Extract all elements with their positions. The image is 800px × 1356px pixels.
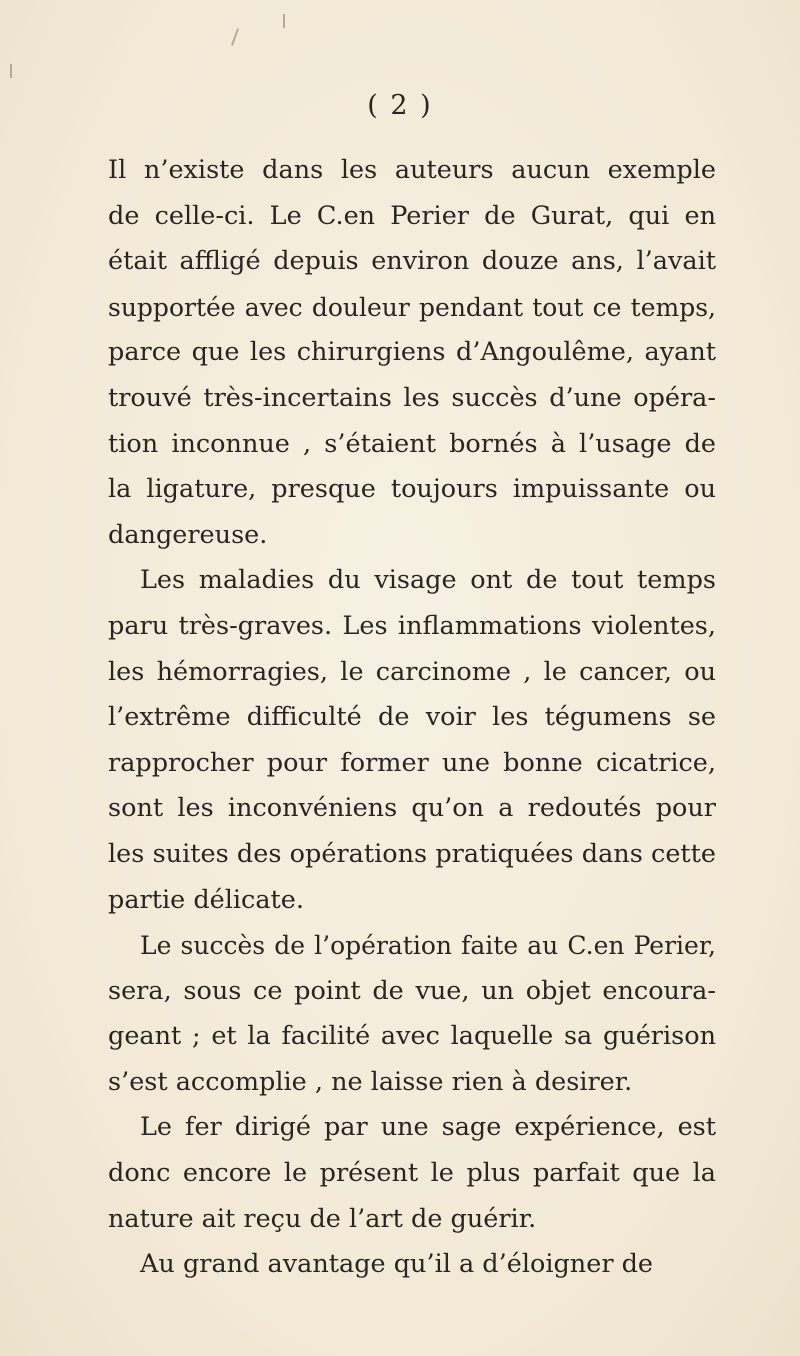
ink-mark (231, 28, 239, 46)
text-line: parce que les chirurgiens d’Angoulême, ayant (108, 337, 716, 368)
text-line: était affligé depuis environ douze ans, l’avait (108, 246, 716, 277)
text-line: l’extrême difficulté de voir les tégumens se (108, 702, 716, 733)
ink-mark (283, 14, 285, 28)
body-text (108, 148, 716, 1288)
text-line: paru très-graves. Les inflammations violentes, (108, 610, 716, 641)
text-line: sont les inconvéniens qu’on a redoutés pour (108, 793, 716, 824)
text-line: Il n’existe dans les auteurs aucun exemple (108, 155, 716, 185)
text-line: geant ; et la facilité avec laquelle sa guérison (108, 1021, 716, 1052)
text-line: les suites des opérations pratiquées dans cette (108, 838, 716, 869)
text-line: Le succès de l’opération faite au C.en Perier, (140, 931, 716, 961)
ink-mark (10, 64, 12, 78)
text-line: partie délicate. (108, 884, 304, 915)
text-line: Les maladies du visage ont de tout temps (140, 565, 716, 596)
text-line: les hémorragies, le carcinome , le cancer, ou (108, 656, 716, 687)
text-line: tion inconnue , s’étaient bornés à l’usage de (108, 428, 716, 459)
text-line: s’est accomplie , ne laisse rien à desirer. (108, 1066, 633, 1097)
text-line: donc encore le présent le plus parfait que la (108, 1158, 716, 1189)
text-line: la ligature, presque toujours impuissante ou (108, 474, 716, 505)
text-line: dangereuse. (108, 519, 268, 550)
text-line: trouvé très-incertains les succès d’une opéra- (108, 382, 716, 413)
text-line: nature ait reçu de l’art de guérir. (108, 1203, 537, 1234)
text-line: supportée avec douleur pendant tout ce temps, (108, 292, 716, 322)
text-line: de celle-ci. Le C.en Perier de Gurat, qui en (108, 200, 716, 231)
text-line: rapprocher pour former une bonne cicatrice, (108, 747, 716, 778)
page-number: ( 2 ) (367, 90, 433, 121)
text-line: sera, sous ce point de vue, un objet encoura- (108, 975, 716, 1006)
text-line: Le fer dirigé par une sage expérience, est (140, 1112, 716, 1143)
text-line: Au grand avantage qu’il a d’éloigner de (140, 1249, 654, 1280)
